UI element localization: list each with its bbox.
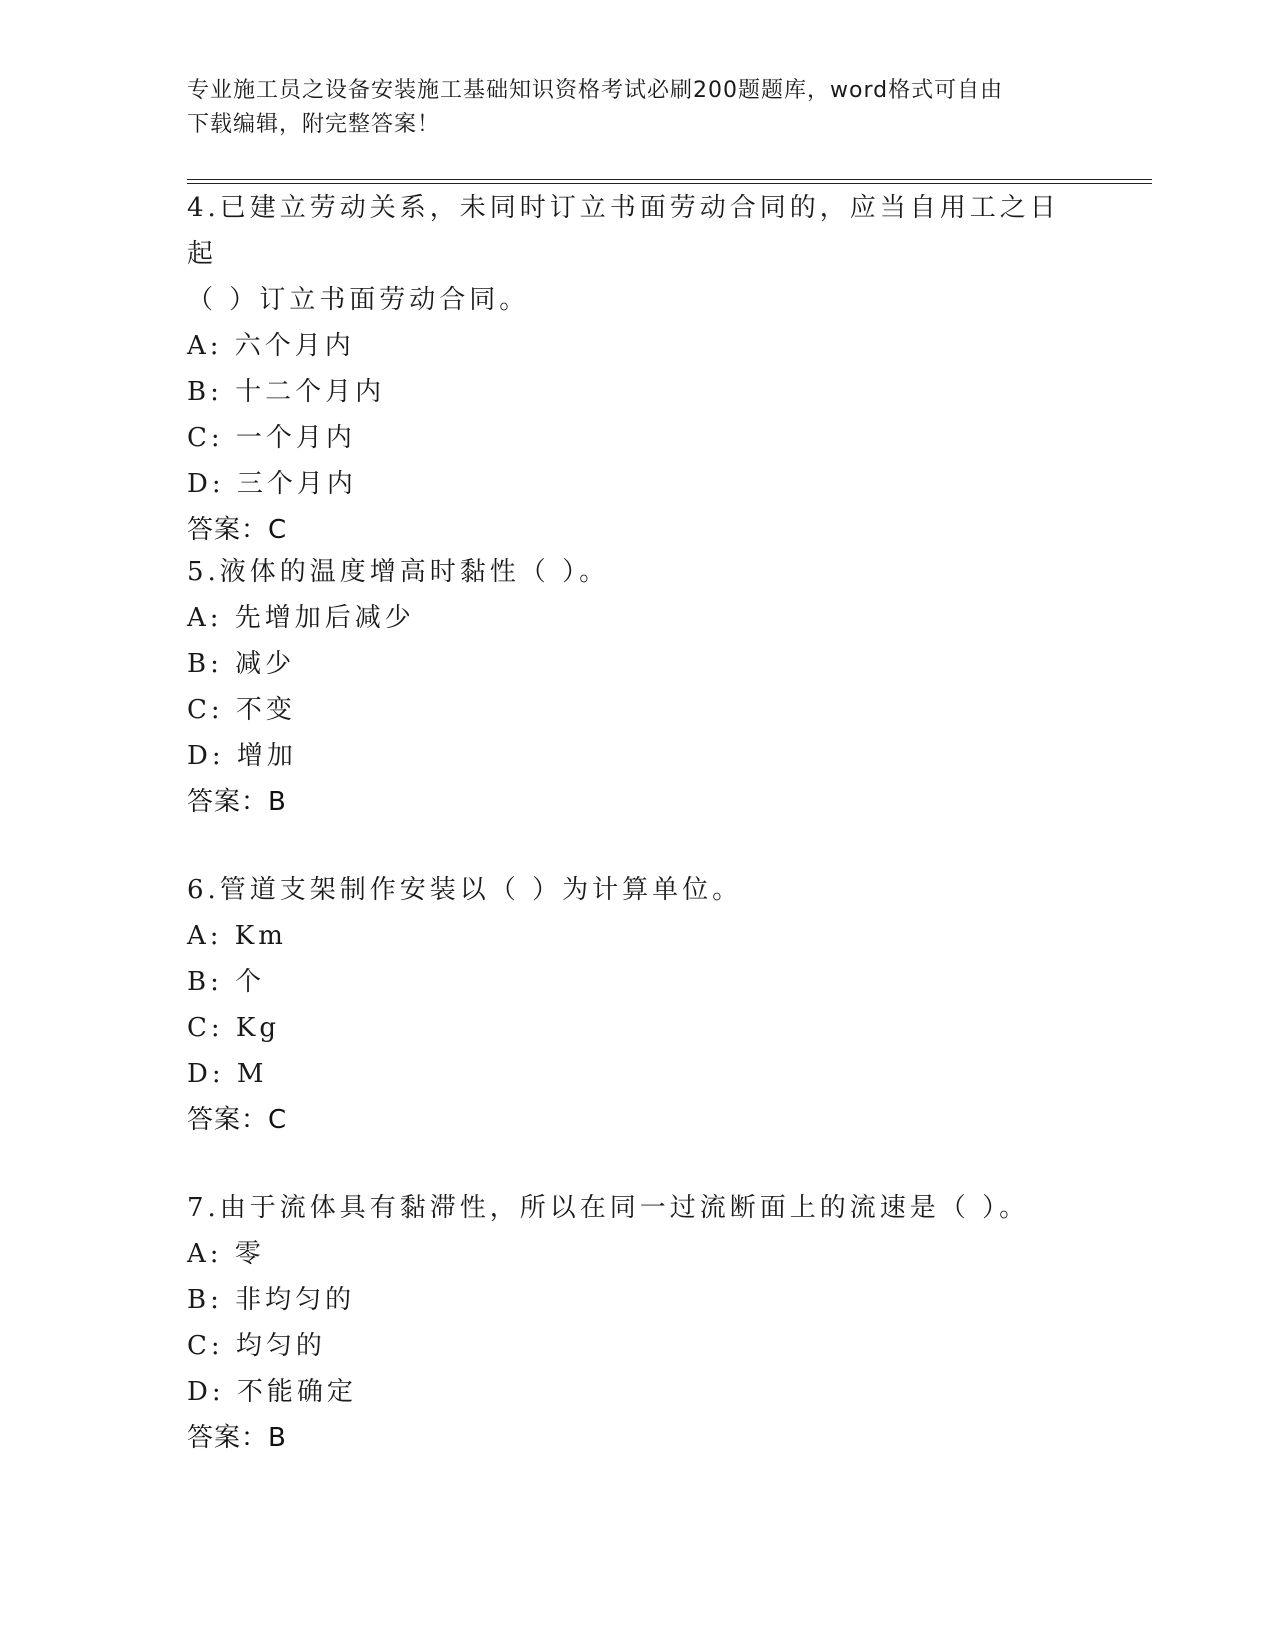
option-d: D: 不能确定 [187,1377,357,1407]
header-divider-bottom [187,183,1152,184]
question-stem-line-1: 4.已建立劳动关系，未同时订立书面劳动合同的，应当自用工之日起 [187,193,1060,269]
document-header [187,74,1067,142]
answer-line: 答案：C [187,515,288,545]
option-a: A: 六个月内 [187,331,355,361]
question-block-6 [187,867,1087,1143]
header-line-2: 下载编辑，附完整答案！ [187,112,441,137]
option-a: A: 零 [187,1239,265,1269]
option-c: C: 一个月内 [187,423,356,453]
answer-line: 答案：B [187,787,287,817]
option-b: B: 个 [187,967,266,997]
question-block-4 [187,185,1087,553]
option-d: D: M [187,1059,268,1089]
header-divider-top [187,179,1152,180]
question-stem-line-1: 7.由于流体具有黏滞性，所以在同一过流断面上的流速是（ ）。 [187,1193,1030,1223]
header-line-1: 专业施工员之设备安装施工基础知识资格考试必刷200题题库，word格式可自由 [187,78,1004,103]
question-stem-line-1: 5.液体的温度增高时黏性（ ）。 [187,557,610,587]
answer-line: 答案：C [187,1105,288,1135]
option-c: C: 均匀的 [187,1331,326,1361]
question-stem-line-1: 6.管道支架制作安装以（ ）为计算单位。 [187,875,743,905]
option-b: B: 十二个月内 [187,377,386,407]
question-block-7 [187,1185,1087,1461]
option-a: A: Km [187,921,287,951]
option-c: C: 不变 [187,695,296,725]
option-b: B: 非均匀的 [187,1285,356,1315]
option-b: B: 减少 [187,649,296,679]
option-a: A: 先增加后减少 [187,603,415,633]
option-c: C: Kg [187,1013,280,1043]
answer-line: 答案：B [187,1423,287,1453]
option-d: D: 三个月内 [187,469,357,499]
question-block-5 [187,549,1087,825]
option-d: D: 增加 [187,741,297,771]
question-stem-line-2: （ ）订立书面劳动合同。 [187,285,530,315]
